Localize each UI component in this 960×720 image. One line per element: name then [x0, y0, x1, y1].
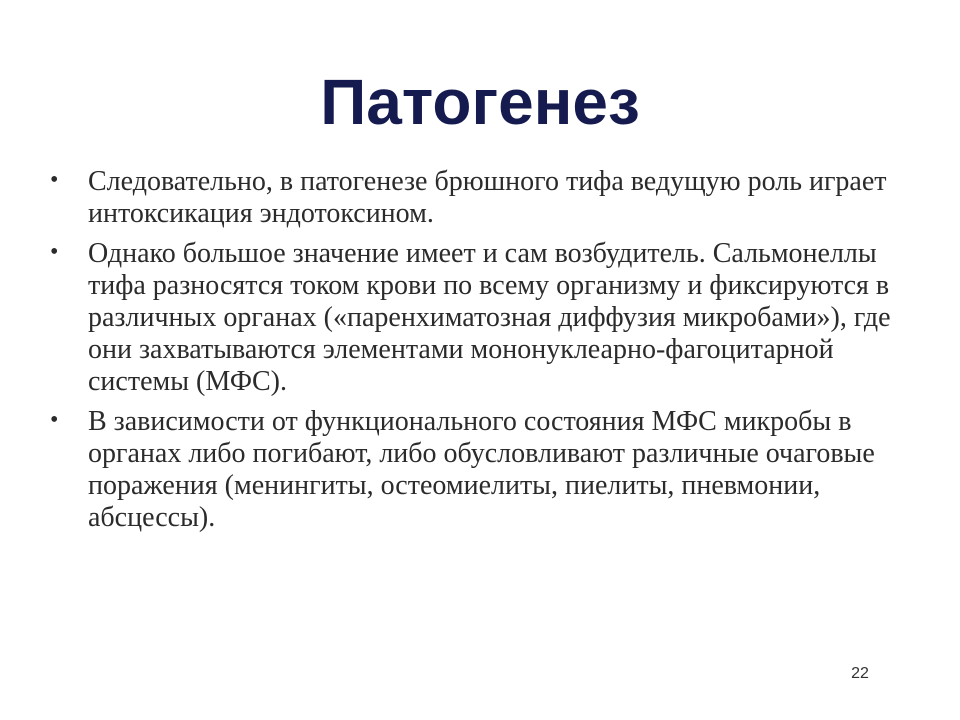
bullet-item	[50, 238, 920, 398]
bullet-list	[50, 166, 920, 542]
page-number: 22	[851, 665, 869, 682]
bullet-marker: •	[50, 239, 59, 265]
bullet-marker: •	[50, 407, 59, 433]
bullet-marker: •	[50, 167, 59, 193]
bullet-text: Однако большое значение имеет и сам возбудитель. Сальмонеллы тифа разносятся током крови по всему организму и фиксируются в различных органах («паренхиматозная диффузия микробами»), где они захватываются элементами мононуклеарно-фагоцитарной системы (МФС).	[88, 238, 891, 397]
slide-title: Патогенез	[320, 66, 640, 138]
bullet-text: В зависимости от функционального состояния МФС микробы в органах либо погибают, либо обусловливают различные очаговые поражения (менингиты, остеомиелиты, пиелиты, пневмонии, абсцессы).	[88, 406, 875, 533]
bullet-item	[50, 166, 920, 230]
bullet-text: Следовательно, в патогенезе брюшного тифа ведущую роль играет интоксикация эндотоксином.	[88, 166, 887, 229]
bullet-item	[50, 406, 920, 534]
